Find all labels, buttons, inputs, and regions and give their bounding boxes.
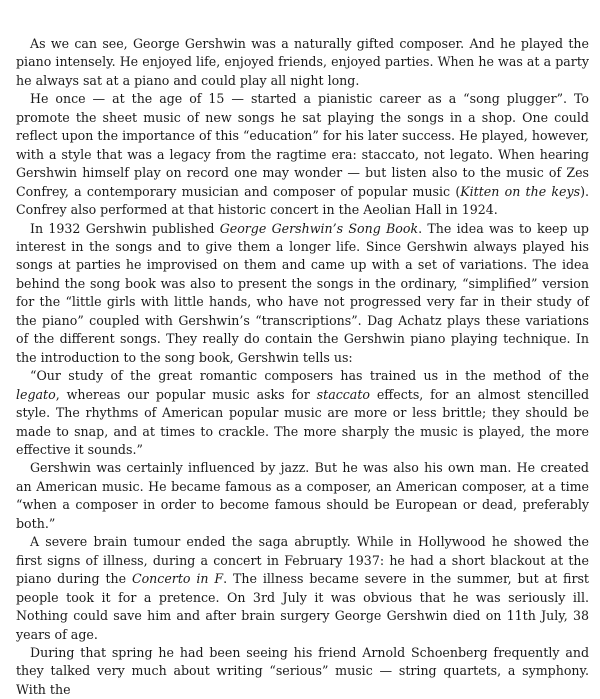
paragraph-text: effects, for an almost stencilled style. The rhythms of American popular music are more or less brittle; they should be made to snap, and at times to crackle. The more sharply the music is played, the more effective it sounds.”: [16, 386, 590, 457]
paragraph-text: ). Confrey also performed at that historic concert in the Aeolian Hall in 1924.: [16, 183, 589, 218]
term-staccato: staccato: [316, 386, 370, 402]
paragraph-illness: [16, 533, 589, 644]
paragraph-jazz: [16, 459, 589, 533]
paragraph-schoenberg: [16, 644, 589, 699]
paragraph-text: In 1932 Gershwin published: [30, 220, 220, 236]
term-legato: legato: [16, 386, 56, 402]
paragraph-text: . The illness became severe in the summer, but at first people took it for a pretence. On 3rd July it was obvious that he was seriously ill. Nothing could save him and after brain surgery George Gershwin died on 11th July, 38 years of age.: [16, 571, 589, 642]
paragraph-text: A severe brain tumour ended the saga abruptly. While in Hollywood he showed the first signs of illness, during a concert in February 1937: he had a short blackout at the piano during the: [16, 534, 589, 587]
paragraph-text: He once — at the age of 15 — started a pianistic career as a “song plugger”. To promote the sheet music of new songs he sat playing the songs in a shop. One could reflect upon the importance of this “education” for his later success. He played, however, with a style that was a legacy from the ragtime era: staccato, not legato. When hearing Gershwin himself play on record one may wonder — but listen also to the music of Zes Confrey, a contemporary musician and composer of popular music (: [16, 91, 589, 199]
document-body: [16, 35, 589, 699]
paragraph-song-book: [16, 220, 589, 368]
paragraph-text: , whereas our popular music asks for: [55, 386, 317, 402]
paragraph-text: Gershwin was certainly influenced by jazz. But he was also his own man. He created an American music. He became famous as a composer, an American composer, at a time “when a composer in order to become famous should be European or dead, preferably both.”: [16, 460, 589, 531]
paragraph-song-plugger: [16, 90, 589, 219]
paragraph-text: . The idea was to keep up interest in the songs and to give them a longer life. Since Gershwin always played his songs at parties he improvised on them and came up with a set of variations. The idea behind the song book was also to present the songs in the ordinary, “simplified” version for the “little girls with little hands, who have not progressed very far in their study of the piano” coupled with Gershwin’s “transcriptions”. Dag Achatz plays these variations of the different songs. They really do contain the Gershwin piano playing technique. In the introduction to the song book, Gershwin tells us:: [16, 220, 589, 365]
paragraph-text: “Our study of the great romantic composers has trained us in the method of the: [30, 368, 589, 384]
title-concerto-in-f: Concerto in F: [131, 571, 224, 587]
title-song-book: George Gershwin’s Song Book: [219, 220, 419, 236]
paragraph-text: During that spring he had been seeing his friend Arnold Schoenberg frequently and they talked very much about writing “serious” music — string quartets, a symphony. With the: [16, 644, 589, 697]
paragraph-intro: [16, 35, 589, 90]
title-kitten-on-the-keys: Kitten on the keys: [460, 183, 581, 199]
paragraph-quote: [16, 367, 589, 459]
paragraph-text: As we can see, George Gershwin was a naturally gifted composer. And he played the piano intensely. He enjoyed life, enjoyed friends, enjoyed parties. When he was at a party he always sat at a piano and could play all night long.: [16, 36, 589, 88]
